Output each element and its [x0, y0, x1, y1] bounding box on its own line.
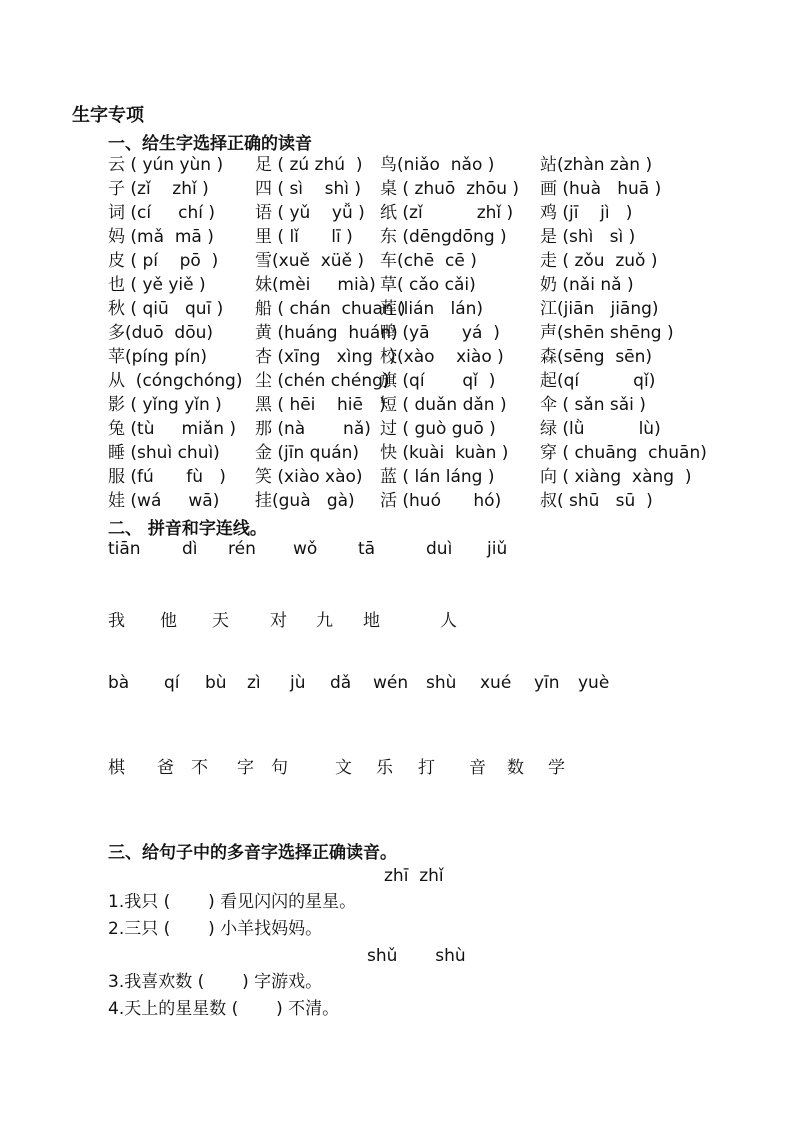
reading-item: 睡 (shuì chuì) — [108, 443, 220, 463]
reading-item: 语 ( yǔ yǚ ) — [255, 203, 365, 223]
reading-item: 秋 ( qiū quī ) — [108, 299, 224, 319]
reading-item: 服 (fú fù ) — [108, 467, 226, 487]
hanzi-char: 天 — [212, 611, 229, 631]
reading-item: 皮 ( pí pō ) — [108, 251, 219, 271]
reading-item: 云 ( yún yùn ) — [108, 155, 224, 175]
sentence-2: 2.三只 ( ) 小羊找妈妈。 — [108, 919, 323, 939]
reading-item: 多(duō dōu) — [108, 323, 214, 343]
hint-shu: shǔ shù — [367, 946, 466, 966]
reading-item: 妹(mèi mià) — [255, 275, 376, 295]
reading-item: 黄 (huáng huán) — [255, 323, 398, 343]
reading-item: 东 (dēngdōng ) — [380, 227, 507, 247]
reading-item: 活 (huó hó) — [380, 491, 502, 511]
pinyin-word: tiān — [108, 539, 141, 559]
pinyin-word: xué — [480, 673, 512, 693]
hanzi-char: 对 — [270, 611, 287, 631]
reading-item: 笑 (xiào xào) — [255, 467, 363, 487]
reading-item: 词 (cí chí ) — [108, 203, 216, 223]
pinyin-word: yīn — [534, 673, 560, 693]
hanzi-char: 地 — [363, 611, 380, 631]
reading-item: 声(shēn shēng ) — [540, 323, 674, 343]
hanzi-char: 文 — [335, 758, 352, 778]
pinyin-word: shù — [426, 673, 457, 693]
hanzi-char: 人 — [440, 611, 457, 631]
reading-item: 过 ( guò guō ) — [380, 419, 496, 439]
reading-item: 金 (jīn quán) — [255, 443, 360, 463]
reading-item: 纸 (zǐ zhǐ ) — [380, 203, 514, 223]
reading-item: 兔 (tù miǎn ) — [108, 419, 237, 439]
pinyin-word: wén — [373, 673, 409, 693]
reading-item: 挂(guà gà) — [255, 491, 355, 511]
reading-item: 蓝 ( lán láng ) — [380, 467, 495, 487]
worksheet-title: 生字专项 — [72, 105, 144, 126]
reading-item: 旗 (qí qǐ ) — [380, 371, 496, 391]
hanzi-char: 不 — [191, 758, 208, 778]
reading-item: 车(chē cē ) — [380, 251, 477, 271]
reading-item: 那 (nà nǎ) — [255, 419, 371, 439]
hanzi-char: 九 — [316, 611, 333, 631]
hint-zhi: zhī zhǐ — [384, 866, 444, 886]
pinyin-word: dì — [182, 539, 198, 559]
pinyin-word: qí — [164, 673, 180, 693]
reading-item: 绿 (lǜ lù) — [540, 419, 661, 439]
reading-item: 森(sēng sēn) — [540, 347, 653, 367]
reading-item: 穿 ( chuāng chuān) — [540, 443, 707, 463]
sentence-4: 4.天上的星星数 ( ) 不清。 — [108, 999, 340, 1019]
reading-item: 也 ( yě yiě ) — [108, 275, 206, 295]
hanzi-char: 乐 — [376, 758, 393, 778]
section-1-heading: 一、给生字选择正确的读音 — [108, 134, 312, 154]
reading-item: 鸡 (jī jì ) — [540, 203, 633, 223]
reading-item: 苹(píng pín) — [108, 347, 208, 367]
reading-item: 从 (cóngchóng) — [108, 371, 243, 391]
reading-item: 起(qí qǐ) — [540, 371, 656, 391]
pinyin-word: jù — [290, 673, 306, 693]
hanzi-char: 数 — [507, 758, 524, 778]
reading-item: 子 (zǐ zhǐ ) — [108, 179, 209, 199]
reading-item: 校(xào xiào ) — [380, 347, 504, 367]
reading-item: 莲(lián lán) — [380, 299, 484, 319]
reading-item: 快 (kuài kuàn ) — [380, 443, 509, 463]
reading-item: 向 ( xiàng xàng ) — [540, 467, 692, 487]
reading-item: 是 (shì sì ) — [540, 227, 636, 247]
reading-item: 站(zhàn zàn ) — [540, 155, 653, 175]
hanzi-char: 他 — [160, 611, 177, 631]
reading-item: 短 ( duǎn dǎn ) — [380, 395, 507, 415]
hanzi-char: 字 — [237, 758, 254, 778]
hanzi-char: 爸 — [157, 758, 174, 778]
reading-item: 画 (huà huā ) — [540, 179, 662, 199]
reading-item: 伞 ( sǎn sǎi ) — [540, 395, 646, 415]
pinyin-word: bà — [108, 673, 130, 693]
reading-item: 鸟(niǎo nǎo ) — [380, 155, 495, 175]
sentence-3: 3.我喜欢数 ( ) 字游戏。 — [108, 972, 323, 992]
reading-item: 鸭 (yā yá ) — [380, 323, 500, 343]
sentence-1: 1.我只 ( ) 看见闪闪的星星。 — [108, 892, 357, 912]
pinyin-word: yuè — [578, 673, 610, 693]
pinyin-word: tā — [358, 539, 376, 559]
reading-item: 里 ( lǐ lī ) — [255, 227, 353, 247]
reading-item: 桌 ( zhuō zhōu ) — [380, 179, 520, 199]
reading-item: 四 ( sì shì ) — [255, 179, 362, 199]
reading-item: 影 ( yǐng yǐn ) — [108, 395, 222, 415]
reading-item: 妈 (mǎ mā ) — [108, 227, 214, 247]
reading-item: 黑 ( hēi hiē ) — [255, 395, 386, 415]
hanzi-char: 音 — [469, 758, 486, 778]
hanzi-char: 我 — [108, 611, 125, 631]
hanzi-char: 打 — [418, 758, 435, 778]
reading-item: 江(jiān jiāng) — [540, 299, 659, 319]
pinyin-word: rén — [228, 539, 256, 559]
hanzi-char: 棋 — [108, 758, 125, 778]
section-2-heading: 二、 拼音和字连线。 — [108, 519, 267, 539]
reading-item: 船 ( chán chuan ) — [255, 299, 406, 319]
pinyin-word: zì — [247, 673, 261, 693]
reading-item: 杏 (xīng xìng ) — [255, 347, 396, 367]
reading-item: 叔( shū sū ) — [540, 491, 653, 511]
reading-item: 尘 (chén chéng) — [255, 371, 390, 391]
reading-item: 奶 (nǎi nǎ ) — [540, 275, 634, 295]
pinyin-word: duì — [426, 539, 453, 559]
section-3-heading: 三、给句子中的多音字选择正确读音。 — [108, 843, 397, 863]
reading-item: 走 ( zǒu zuǒ ) — [540, 251, 658, 271]
reading-item: 雪(xuě xüě ) — [255, 251, 365, 271]
pinyin-word: bù — [205, 673, 227, 693]
pinyin-word: wǒ — [293, 539, 318, 559]
reading-item: 草( cǎo cǎi) — [380, 275, 476, 295]
pinyin-word: dǎ — [330, 673, 352, 693]
reading-item: 足 ( zú zhú ) — [255, 155, 363, 175]
pinyin-word: jiǔ — [487, 539, 508, 559]
reading-item: 娃 (wá wā) — [108, 491, 220, 511]
hanzi-char: 学 — [548, 758, 565, 778]
hanzi-char: 句 — [271, 758, 288, 778]
